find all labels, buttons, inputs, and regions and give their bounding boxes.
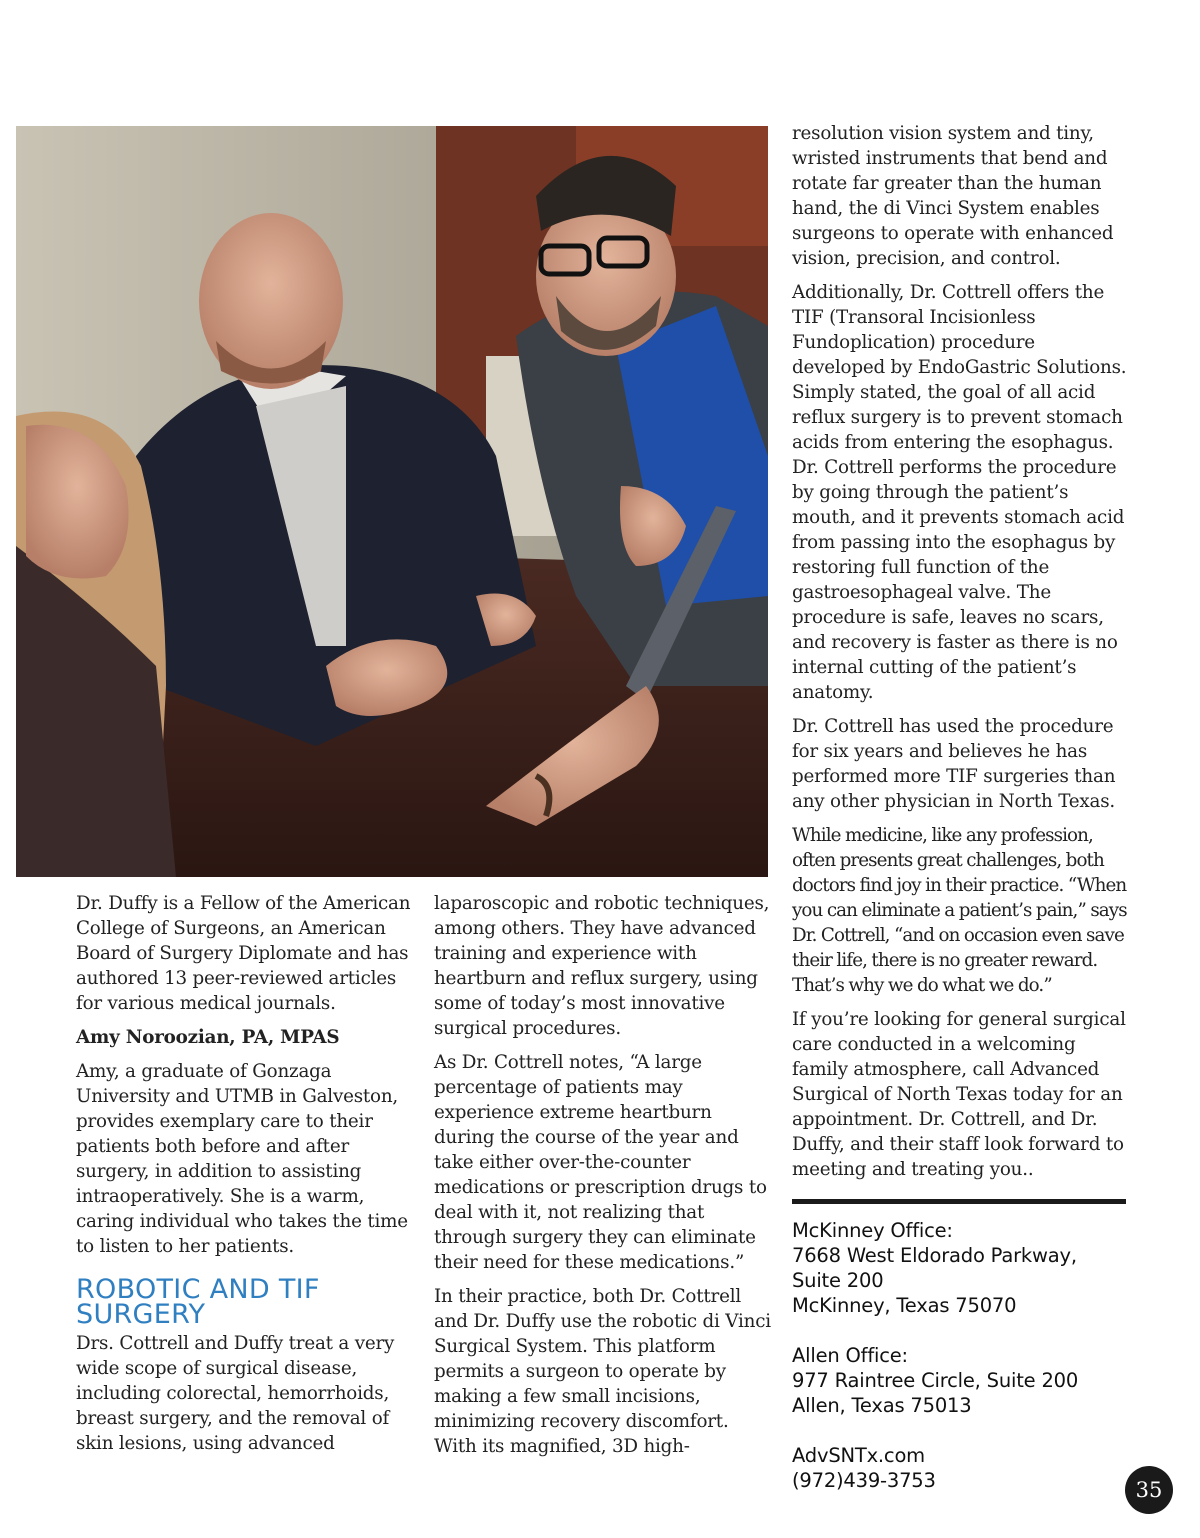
website: AdvSNTx.com	[792, 1444, 925, 1467]
column3-paragraph-2: Additionally, Dr. Cottrell offers the TIF (Transoral Incisionless Fundoplication) procedure developed by EndoGastric Solutions. Simply stated, the goal of all acid reflux surgery is to prevent stomach acids from entering the esophagus. Dr. Cottrell performs the procedure by going through the patient’s mouth, and it prevents stomach acid from passing into the esophagus by restoring full function of the gastroesophageal valve. The procedure is safe, leaves no scars, and recovery is faster as there is no internal cutting of the patient’s anatomy.	[792, 282, 1127, 703]
divider-rule	[792, 1199, 1126, 1204]
column2-paragraph-2: As Dr. Cottrell notes, “A large percentage of patients may experience extreme heartburn during the course of the year and take either over-the-counter medications or prescription drugs to deal with it, not realizing that through surgery they can eliminate their need for these medications.”	[434, 1052, 767, 1273]
allen-address-line-1: 977 Raintree Circle, Suite 200	[792, 1369, 1079, 1392]
mckinney-address-line-3: McKinney, Texas 75070	[792, 1294, 1017, 1317]
article-photo	[16, 126, 768, 877]
column3-paragraph-5: If you’re looking for general surgical care conducted in a welcoming family atmosphere, call Advanced Surgical of North Texas today for an appointment. Dr. Cottrell, and Dr. Duffy, and their staff look forward to meeting and treating you..	[792, 1009, 1126, 1180]
mckinney-address-line-1: 7668 West Eldorado Parkway,	[792, 1244, 1077, 1267]
mckinney-office-title: McKinney Office:	[792, 1219, 953, 1242]
column2-paragraph-3: In their practice, both Dr. Cottrell and Dr. Duffy use the robotic di Vinci Surgical System. This platform permits a surgeon to operate by making a few small incisions, minimizing recovery discomfort. With its magnified, 3D high-	[434, 1286, 771, 1457]
allen-office-title: Allen Office:	[792, 1344, 908, 1367]
column3-paragraph-1: resolution vision system and tiny, wristed instruments that bend and rotate far greater than the human hand, the di Vinci System enables surgeons to operate with enhanced vision, precision, and control.	[792, 123, 1114, 269]
column2-paragraph-1: laparoscopic and robotic techniques, among others. They have advanced training and experience with heartburn and reflux surgery, using some of today’s most innovative surgical procedures.	[434, 893, 770, 1039]
phone-number: (972)439-3753	[792, 1469, 936, 1492]
article-column-1	[76, 891, 416, 1465]
contact-info	[792, 1218, 1132, 1493]
mckinney-office	[792, 1218, 1132, 1318]
staff-name-subhead: Amy Noroozian, PA, MPAS	[76, 1027, 340, 1048]
article-column-3	[792, 121, 1132, 1493]
allen-office	[792, 1343, 1132, 1418]
photo-doctors-consulting	[16, 126, 768, 877]
allen-address-line-2: Allen, Texas 75013	[792, 1394, 972, 1417]
column3-paragraph-3: Dr. Cottrell has used the procedure for six years and believes he has performed more TIF surgeries than any other physician in North Texas.	[792, 716, 1116, 812]
page-number-badge: 35	[1125, 1466, 1173, 1514]
article-column-2	[434, 891, 774, 1468]
section-heading: ROBOTIC AND TIF SURGERY	[76, 1274, 320, 1330]
column1-paragraph-1: Dr. Duffy is a Fellow of the American College of Surgeons, an American Board of Surgery Diplomate and has authored 13 peer-reviewed articles for various medical journals.	[76, 893, 411, 1014]
column1-paragraph-2: Amy, a graduate of Gonzaga University and UTMB in Galveston, provides exemplary care to their patients both before and after surgery, in addition to assisting intraoperatively. She is a warm, caring individual who takes the time to listen to her patients.	[76, 1061, 408, 1257]
column1-paragraph-3: Drs. Cottrell and Duffy treat a very wide scope of surgical disease, including colorectal, hemorrhoids, breast surgery, and the removal of skin lesions, using advanced	[76, 1333, 395, 1454]
website-and-phone	[792, 1443, 1132, 1493]
mckinney-address-line-2: Suite 200	[792, 1269, 884, 1292]
column3-paragraph-4: While medicine, like any profession, often presents great challenges, both doctors find joy in their practice. “When you can eliminate a patient’s pain,” says Dr. Cottrell, “and on occasion even save their life, there is no greater reward. That’s why we do what we do.”	[792, 825, 1127, 996]
